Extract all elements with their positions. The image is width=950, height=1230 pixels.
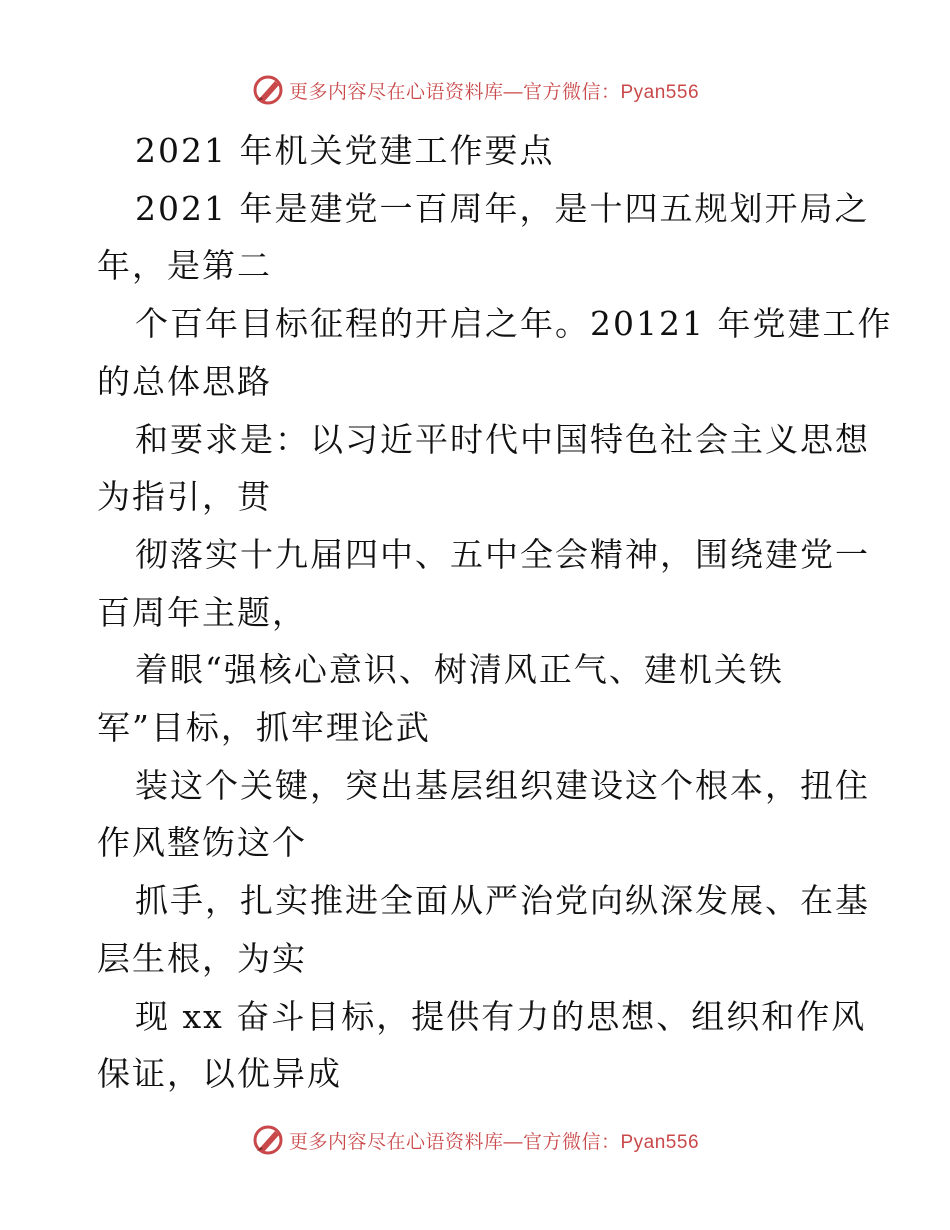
banner-wechat-text: 官方微信：Pyan556 [523,81,700,103]
text-line: 彻落实十九届四中、五中全会精神，围绕建党一 [135,534,870,574]
text-line: 的总体思路 [97,361,272,401]
text-line: 装这个关键，突出基层组织建设这个根本，扭住 [135,765,870,805]
text-line: 着眼“强核心意识、树清风正气、建机关铁 [135,650,784,690]
text-line: 军”目标，抓牢理论武 [97,708,431,748]
text-line: 抓手，扎实推进全面从严治党向纵深发展、在基 [135,881,870,921]
text-line: 2021 年是建党一百周年，是十四五规划开局之 [135,188,870,228]
pen-logo-icon [251,73,285,107]
text-line: 层生根，为实 [97,938,307,978]
banner-site-text: 更多内容尽在心语资料库 [288,81,504,103]
text-line: 个百年目标征程的开启之年。20121 年党建工作 [135,304,893,344]
text-line: 现 xx 奋斗目标，提供有力的思想、组织和作风 [135,996,867,1036]
banner-site-text: 更多内容尽在心语资料库 [288,1131,504,1153]
header-watermark-banner [0,70,950,110]
title-line: 2021 年机关党建工作要点 [135,131,555,170]
pen-logo-icon [251,1123,285,1157]
text-line: 和要求是：以习近平时代中国特色社会主义思想 [135,419,870,459]
text-line: 百周年主题， [97,592,307,632]
text-line: 为指引，贯 [97,477,272,517]
footer-watermark-banner [0,1120,950,1160]
text-line: 保证，以优异成 [97,1054,342,1094]
document-body [97,122,893,1103]
text-line: 作风整饬这个 [97,823,307,863]
text-line: 年，是第二 [97,246,272,286]
banner-separator: — [503,1131,523,1153]
banner-separator: — [503,81,523,103]
banner-wechat-text: 官方微信：Pyan556 [523,1131,700,1153]
